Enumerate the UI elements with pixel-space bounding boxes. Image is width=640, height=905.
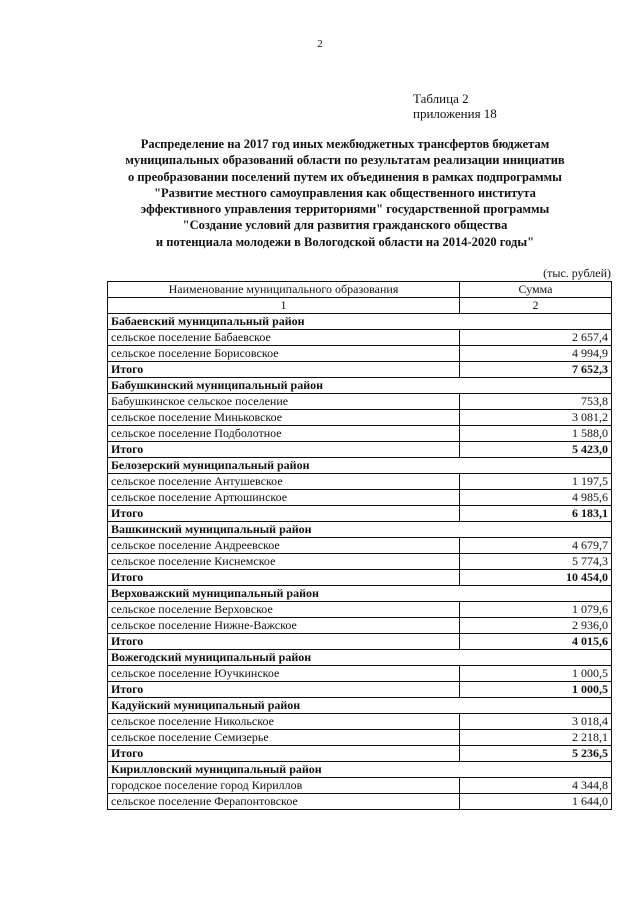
settlement-name: сельское поселение Борисовское <box>108 346 460 362</box>
settlement-sum: 2 218,1 <box>460 730 612 746</box>
table-row <box>108 538 612 554</box>
table-row <box>108 474 612 490</box>
settlement-name: городское поселение город Кириллов <box>108 778 460 794</box>
table-row <box>108 346 612 362</box>
settlement-sum: 753,8 <box>460 394 612 410</box>
district-row <box>108 650 612 666</box>
district-row <box>108 522 612 538</box>
allocation-table <box>107 281 612 810</box>
table-row <box>108 618 612 634</box>
total-label: Итого <box>108 362 460 378</box>
table-reference <box>413 91 497 121</box>
district-row <box>108 458 612 474</box>
total-sum: 10 454,0 <box>460 570 612 586</box>
table-ref-line1: Таблица 2 <box>413 91 469 106</box>
settlement-name: сельское поселение Андреевское <box>108 538 460 554</box>
district-row <box>108 698 612 714</box>
total-row <box>108 746 612 762</box>
district-row <box>108 378 612 394</box>
table-row <box>108 554 612 570</box>
total-sum: 5 236,5 <box>460 746 612 762</box>
settlement-name: сельское поселение Верховское <box>108 602 460 618</box>
total-row <box>108 362 612 378</box>
total-label: Итого <box>108 746 460 762</box>
units-label: (тыс. рублей) <box>543 266 611 280</box>
header-sum: Сумма <box>460 282 612 298</box>
district-row <box>108 314 612 330</box>
table-row <box>108 410 612 426</box>
district-name: Белозерский муниципальный район <box>108 458 612 474</box>
table-row <box>108 394 612 410</box>
total-sum: 1 000,5 <box>460 682 612 698</box>
header-row <box>108 282 612 298</box>
total-sum: 6 183,1 <box>460 506 612 522</box>
total-sum: 7 652,3 <box>460 362 612 378</box>
settlement-name: сельское поселение Миньковское <box>108 410 460 426</box>
table-row <box>108 602 612 618</box>
district-name: Верховажский муниципальный район <box>108 586 612 602</box>
total-label: Итого <box>108 682 460 698</box>
settlement-name: сельское поселение Антушевское <box>108 474 460 490</box>
settlement-sum: 4 985,6 <box>460 490 612 506</box>
table-row <box>108 730 612 746</box>
column-number-1: 1 <box>108 298 460 314</box>
total-label: Итого <box>108 442 460 458</box>
district-name: Вожегодский муниципальный район <box>108 650 612 666</box>
table-row <box>108 778 612 794</box>
column-number-row <box>108 298 612 314</box>
total-row <box>108 682 612 698</box>
total-sum: 5 423,0 <box>460 442 612 458</box>
column-number-2: 2 <box>460 298 612 314</box>
district-name: Кирилловский муниципальный район <box>108 762 612 778</box>
table-row <box>108 714 612 730</box>
settlement-name: сельское поселение Юучкинское <box>108 666 460 682</box>
district-name: Кадуйский муниципальный район <box>108 698 612 714</box>
title-line: "Создание условий для развития гражданского общества <box>182 218 508 233</box>
table-row <box>108 794 612 810</box>
title-line: о преобразовании поселений путем их объединения в рамках подпрограммы <box>128 169 562 184</box>
table-ref-line2: приложения 18 <box>413 106 497 121</box>
title-line: "Развитие местного самоуправления как общественного института <box>154 185 536 200</box>
settlement-sum: 4 344,8 <box>460 778 612 794</box>
settlement-name: сельское поселение Семизерье <box>108 730 460 746</box>
title-line: эффективного управления территориями" государственной программы <box>140 202 550 217</box>
page-number: 2 <box>317 38 323 50</box>
settlement-name: сельское поселение Никольское <box>108 714 460 730</box>
settlement-name: сельское поселение Подболотное <box>108 426 460 442</box>
title-line: Распределение на 2017 год иных межбюджетных трансфертов бюджетам <box>140 137 550 151</box>
settlement-sum: 2 936,0 <box>460 618 612 634</box>
district-row <box>108 762 612 778</box>
settlement-sum: 1 197,5 <box>460 474 612 490</box>
table-row <box>108 490 612 506</box>
table-row <box>108 426 612 442</box>
total-sum: 4 015,6 <box>460 634 612 650</box>
header-name: Наименование муниципального образования <box>108 282 460 298</box>
total-row <box>108 634 612 650</box>
document-title <box>80 136 610 250</box>
total-row <box>108 506 612 522</box>
settlement-sum: 1 588,0 <box>460 426 612 442</box>
district-name: Бабушкинский муниципальный район <box>108 378 612 394</box>
settlement-sum: 4 994,9 <box>460 346 612 362</box>
total-label: Итого <box>108 506 460 522</box>
settlement-sum: 1 000,5 <box>460 666 612 682</box>
settlement-name: сельское поселение Артюшинское <box>108 490 460 506</box>
settlement-sum: 3 018,4 <box>460 714 612 730</box>
settlement-sum: 2 657,4 <box>460 330 612 346</box>
settlement-sum: 3 081,2 <box>460 410 612 426</box>
district-name: Бабаевский муниципальный район <box>108 314 612 330</box>
table-row <box>108 666 612 682</box>
settlement-sum: 1 079,6 <box>460 602 612 618</box>
district-name: Вашкинский муниципальный район <box>108 522 612 538</box>
table-row <box>108 330 612 346</box>
settlement-name: сельское поселение Бабаевское <box>108 330 460 346</box>
settlement-name: сельское поселение Ферапонтовское <box>108 794 460 810</box>
district-row <box>108 586 612 602</box>
settlement-sum: 5 774,3 <box>460 554 612 570</box>
settlement-name: сельское поселение Нижне-Важское <box>108 618 460 634</box>
total-label: Итого <box>108 570 460 586</box>
settlement-sum: 1 644,0 <box>460 794 612 810</box>
settlement-sum: 4 679,7 <box>460 538 612 554</box>
total-label: Итого <box>108 634 460 650</box>
total-row <box>108 442 612 458</box>
total-row <box>108 570 612 586</box>
settlement-name: сельское поселение Киснемское <box>108 554 460 570</box>
settlement-name: Бабушкинское сельское поселение <box>108 394 460 410</box>
title-line: и потенциала молодежи в Вологодской области на 2014-2020 годы" <box>155 234 535 249</box>
title-line: муниципальных образований области по результатам реализации инициатив <box>125 153 565 168</box>
